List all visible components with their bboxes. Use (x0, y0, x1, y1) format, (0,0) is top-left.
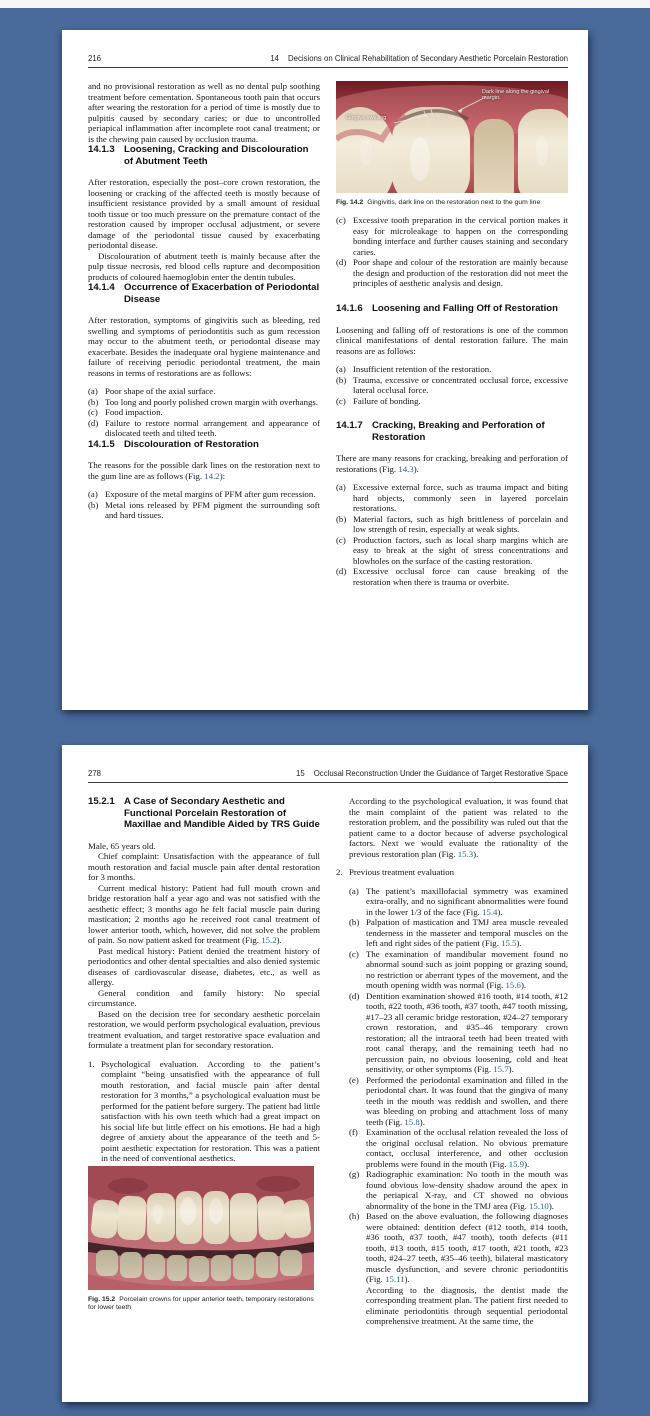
list-item-label: (b) (349, 917, 360, 927)
section-title: Loosening and Falling Off of Restoration (372, 302, 559, 314)
figure-ref-link[interactable]: 15.3 (457, 848, 474, 859)
section-title: Loosening, Cracking and Discolouration of Abutment Teeth (124, 144, 309, 167)
list-item (336, 364, 568, 375)
list-item-text: Based on the above evaluation, the following diagnoses were obtained: dentition defect (#12 tooth, #14 tooth, #36 tooth, #37 tooth, #47 tooth), tooth defects (#11 tooth, #13 tooth, #15 tooth, #17 tooth, #21 tooth, #23 tooth, #24–27 teeth, #35–46 teeth), bilateral masticatory muscle dysfunction, and severe chronic periodontitis (Fig. 15.11). (366, 1211, 568, 1284)
right-column (336, 796, 568, 1327)
paragraph: After restoration, symptoms of gingivitis such as bleeding, red swelling and symptoms of periodontitis such as gum recession may occur to the abutment teeth, or periodontal disease may exacerbate. Besides the inadequate oral hygiene maintenance and failure of receiving periodic periodontal treatment, the main reasons in terms of restorations are as follows: (88, 315, 320, 378)
list-item-label: (d) (336, 566, 347, 577)
list-item-text: Radiographic examination: No tooth in the mouth was found obvious low-density shadow around the apex in the periapical X-ray, and CT showed no obvious abnormality of the bone in the TMJ area (Fig. 15.10). (366, 1169, 568, 1211)
section-heading (88, 439, 320, 451)
figure-caption-text: Porcelain crowns for upper anterior teeth, temporary restorations for lower teeth (88, 1295, 314, 1312)
list-item (88, 397, 320, 408)
annotation-dark-line: Dark line along the gingival margin. (482, 89, 550, 102)
list-item-label: (a) (349, 885, 359, 896)
list-item-text: Production factors, such as local sharp margins which are easy to break at the sight of stress concentrations and blowholes on the surface of the casting restoration. (353, 534, 568, 566)
list-item-label: 2. (336, 867, 343, 877)
paragraph: Male, 65 years old. (88, 840, 156, 851)
lettered-list (88, 489, 320, 521)
lettered-list (349, 886, 568, 1285)
section-number: 14.1.6 (336, 302, 363, 314)
figure-ref-link[interactable]: 14.2 (204, 470, 220, 481)
list-item-text: Food impaction. (105, 407, 163, 418)
list-item (349, 1127, 568, 1169)
list-item (88, 489, 320, 500)
figure-ref-link[interactable]: 14.3 (398, 463, 414, 474)
running-head (88, 769, 568, 783)
paragraph: The reasons for the possible dark lines on the restoration next to the gum line are as follows (Fig. 14.2): (88, 460, 320, 481)
section-title: Discolouration of Restoration (124, 438, 259, 450)
list-item-label: (c) (336, 395, 346, 406)
list-item-text: Metal ions released by PFM pigment the surrounding soft and hard tissues. (105, 499, 320, 521)
list-item-text: Failure to restore normal arrangement and appearance of dislocated teeth and tilted teeth. (105, 417, 320, 439)
figure-ref-link[interactable]: 15.9 (508, 1158, 525, 1169)
chapter-title: Decisions on Clinical Rehabilitation of Secondary Aesthetic Porcelain Restoration (288, 54, 568, 63)
list-item (336, 396, 568, 407)
numbered-list (336, 867, 568, 878)
list-item-text: Trauma, excessive or concentrated occlusal force, excessive lateral occlusal force. (353, 374, 568, 395)
list-item-label: (g) (349, 1169, 360, 1179)
section-heading (336, 303, 568, 315)
list-item-text: Exposure of the metal margins of PFM after gum recession. (105, 489, 316, 500)
list-item (336, 257, 568, 289)
paragraph: Based on the decision tree for secondary aesthetic porcelain restoration, we would perform psychological evaluation, previous treatment evaluation, and target restorative space evaluation and formulate a treatment plan for secondary restoration. (88, 1008, 320, 1051)
list-item (336, 514, 568, 535)
list-item-text: Poor shape and colour of the restoration are mainly because the design and production of the restoration did not meet the principles of aesthetic analysis and design. (353, 257, 568, 289)
lettered-list (336, 215, 568, 289)
list-item-text: Insufficient retention of the restoration. (353, 364, 492, 374)
lettered-list (336, 364, 568, 406)
full-mouth-photo-illustration (88, 1166, 314, 1290)
lettered-list (336, 482, 568, 587)
section-heading (336, 420, 568, 443)
numbered-list (88, 1059, 320, 1164)
list-item-text: The examination of mandibular movement found no abnormal sound such as joint popping or grazing sound, no restriction or aberrant types of the movement, and the mouth opening width was normal (Fig. 15.6). (366, 948, 568, 990)
section-number: 14.1.7 (336, 420, 363, 431)
list-item-label: (c) (336, 534, 346, 545)
figure-caption-label: Fig. 15.2 (88, 1295, 116, 1303)
figure-caption-text: Gingivitis, dark line on the restoration next to the gum line (367, 199, 541, 206)
page-216 (62, 30, 588, 710)
list-item (336, 215, 568, 257)
list-item-text: Dentition examination showed #16 tooth, #14 tooth, #12 tooth, #22 tooth, #36 tooth, #37 tooth, #47 tooth missing, #17–23 all ceramic bridge restoration, #24–27 temporary crown restoration, and #35–46 temporary crown restoration; all the intraoral teeth had been treated with root canal therapy, and the remaining teeth had no percussion pain, no obvious loosening, cold and heat sensitivity, or other symptoms (Fig. 15.7). (366, 990, 568, 1074)
list-item-label: (a) (88, 489, 98, 500)
paragraph: There are many reasons for cracking, breaking and perforation of restorations (Fig. 14.3). (336, 453, 568, 474)
section-number: 14.1.4 (88, 282, 115, 294)
list-item (336, 482, 568, 514)
page-number: 278 (88, 769, 102, 778)
list-item-text: Material factors, such as high brittleness of porcelain and low strength of resin, especially at weak sights. (353, 513, 568, 535)
list-item-label: (b) (336, 513, 347, 524)
paragraph: Chief complaint: Unsatisfaction with the appearance of full mouth restoration and facial muscle pain after dental restoration for 3 months. (88, 851, 320, 883)
list-item (336, 375, 568, 396)
figure-ref-link[interactable]: 15.2 (261, 935, 277, 946)
section-title: Cracking, Breaking and Perforation of Restoration (372, 420, 545, 443)
figure-slot (88, 1166, 320, 1290)
list-item-text: Previous treatment evaluation (349, 867, 455, 877)
list-item (349, 949, 568, 991)
list-item-label: (d) (88, 417, 99, 428)
list-item (88, 418, 320, 439)
figure-caption (88, 1296, 320, 1313)
list-item-text: Too long and poorly polished crown margin with overhangs. (105, 396, 319, 407)
figure-14-2-photo (336, 81, 568, 193)
list-item (88, 386, 320, 397)
paragraph: According to the diagnosis, the dentist made the corresponding treatment plan. The patient first needed to eliminate periodontitis through sequential periodontal comprehensive treatment. At the same time, the (366, 1284, 568, 1326)
figure-15-2-photo (88, 1166, 314, 1290)
left-column (88, 81, 320, 587)
list-item-label: (b) (336, 374, 347, 385)
paragraph: Current medical history: Patient had full mouth crown and bridge restoration half a year ago and was not satisfied with the aesthetic effect; 3 months ago he felt facial muscle pain during mastication; 2 months ago he received root canal treatment of lower anterior tooth, which, however, did not solve the problem of pain. So now patient asked for treatment (Fig. 15.2). (88, 882, 320, 946)
list-item-label: 1. (88, 1058, 95, 1069)
figure-caption-label: Fig. 14.2 (336, 199, 364, 206)
figure-slot (336, 81, 568, 193)
list-item (349, 991, 568, 1075)
list-item-label: (a) (88, 386, 98, 397)
list-item (336, 867, 568, 878)
list-item (349, 886, 568, 918)
section-heading (88, 144, 320, 167)
paragraph: and no provisional restoration as well as no dental pulp soothing treatment before cementation. Spontaneous tooth pain that occurs after wearing the restoration for a period of time is mostly due to pulpitis caused by secondary caries; or due to uncontrolled periapical inflammation after incomplete root canal treatment; or is the chewing pain caused by occlusion trauma. (88, 81, 320, 144)
list-item (88, 407, 320, 418)
paragraph: According to the psychological evaluation, it was found that the main complaint of the patient was related to the restoration problem, and the possibility was ruled out that the patient came to a doctor because of adverse psychological factors. Next we would evaluate the rationality of the previous restoration plan (Fig. 15.3). (349, 796, 568, 859)
list-item-label: (b) (88, 396, 99, 407)
list-item-text: Excessive tooth preparation in the cervical portion makes it easy for microleakage to happen on the corresponding bonding interface and further causes staining and secondary caries. (353, 215, 568, 257)
list-item-text: Psychological evaluation. According to the patient’s complaint “being unsatisfied with the appearance of full mouth restoration, and facial muscle pain after dental restoration for 3 months,” a psychological evaluation must be performed for the patient before surgery. The patient had little satisfaction with his own teeth which had a great impact on his social life but little effect on his emotions. He had a high degree of anxiety about the appearance of the teeth and 5-point aesthetic expectation for restoration. This was a patient in the need of conventional aesthetics. (101, 1058, 320, 1164)
previous-page-edge (0, 0, 650, 8)
list-item-label: (a) (336, 482, 346, 493)
paragraph: General condition and family history: No special circumstance. (88, 987, 320, 1009)
list-item (336, 566, 568, 587)
list-item-text: Palpation of mastication and TMJ area muscle revealed tenderness in the masseter and temporal muscles on the left and right sides of the patient (Fig. 15.5). (366, 917, 568, 948)
figure-ref-link[interactable]: 15.5 (501, 938, 517, 948)
figure-ref-link[interactable]: 15.4 (482, 906, 498, 917)
list-item (349, 1169, 568, 1211)
list-item-label: (d) (349, 990, 360, 1001)
figure-ref-link[interactable]: 15.6 (505, 980, 521, 990)
list-item-label: (c) (88, 407, 98, 418)
list-item-text: The patient’s maxillofacial symmetry was examined extra-orally, and no significant abnormalities were found in the lower 1/3 of the face (Fig. 15.4). (366, 885, 568, 917)
section-heading (88, 282, 320, 305)
section-title: A Case of Secondary Aesthetic and Functional Porcelain Restoration of Maxillae and Mandible Aided by TRS Guide (124, 796, 320, 831)
figure-ref-link[interactable]: 15.11 (385, 1274, 405, 1284)
chapter-title: Occlusal Reconstruction Under the Guidance of Target Restorative Space (313, 769, 568, 778)
section-number: 15.2.1 (88, 796, 115, 807)
page-278 (62, 745, 588, 1402)
section-title: Occurrence of Exacerbation of Periodontal Disease (124, 282, 320, 305)
paragraph: Discolouration of abutment teeth is mainly because after the pulp tissue necrosis, red blood cells rupture and decomposition products of coloured haemoglobin enter the dentin tubules. (88, 250, 320, 282)
list-item-label: (d) (336, 257, 347, 268)
list-item (349, 1075, 568, 1128)
list-item-text: Excessive occlusal force can cause breaking of the restoration when there is trauma or overbite. (353, 566, 568, 587)
lettered-list (88, 386, 320, 439)
list-item-label: (c) (336, 215, 346, 226)
section-number: 14.1.3 (88, 144, 115, 155)
right-column (336, 81, 568, 587)
list-item-label: (c) (349, 948, 359, 959)
list-item-label: (f) (349, 1127, 358, 1137)
left-column (88, 796, 320, 1327)
list-item (349, 1211, 568, 1285)
list-item-text: Poor shape of the axial surface. (105, 386, 216, 397)
paragraph: After restoration, especially the post–core crown restoration, the loosening or cracking of the affected teeth is mostly because of insufficient resistance provided by a small amount of residual tooth tissue or too much pressure on the premature contact of the restoration caused by improper occlusal adjustment, or severe damage of the periodontal tissue caused by exacerbating periodontal disease. (88, 177, 320, 251)
paragraph: Past medical history: Patient denied the treatment history of periodontics and other dental specialties and also denied systemic diseases of cardiovascular disease, diabetes, etc., as well as allergy. (88, 945, 320, 988)
list-item (336, 535, 568, 567)
list-item-text: Failure of bonding. (353, 395, 421, 406)
chapter-number: 14 (270, 54, 280, 63)
running-head (88, 54, 568, 68)
list-item-text: Examination of the occlusal relation revealed the loss of the original occlusal relation. No obvious premature contact, occlusal interference, and other occlusion problems were found in the mouth (Fig. 15.9). (366, 1127, 568, 1169)
list-item-label: (e) (349, 1074, 359, 1085)
list-item (88, 500, 320, 521)
figure-ref-link[interactable]: 15.8 (404, 1116, 420, 1127)
chapter-number: 15 (296, 769, 305, 778)
section-number: 14.1.5 (88, 438, 115, 450)
list-item-label: (b) (88, 499, 99, 510)
list-item-text: Excessive external force, such as trauma impact and biting hard objects, commonly seen in layered porcelain restorations. (353, 482, 568, 514)
list-item-label: (a) (336, 364, 346, 374)
figure-ref-link[interactable]: 15.7 (493, 1064, 509, 1074)
list-item-text: Performed the periodontal examination and filled in the periodontal chart. It was found that the gingiva of many teeth in the mouth was reddish and swollen, and there was bleeding on probing and attachment loss of many teeth (Fig. 15.8). (366, 1074, 568, 1127)
list-item (349, 917, 568, 949)
annotation-gingiva-swelling: Gingiva swelling (346, 115, 387, 121)
list-item-label: (h) (349, 1211, 360, 1221)
figure-caption (336, 199, 568, 207)
page-number: 216 (88, 54, 102, 63)
list-item (88, 1059, 320, 1164)
figure-ref-link[interactable]: 15.10 (529, 1200, 549, 1211)
section-heading (88, 796, 320, 831)
paragraph: Loosening and falling off of restorations is one of the common clinical manifestations of dental restoration failure. The main reasons are as follows: (336, 324, 568, 356)
